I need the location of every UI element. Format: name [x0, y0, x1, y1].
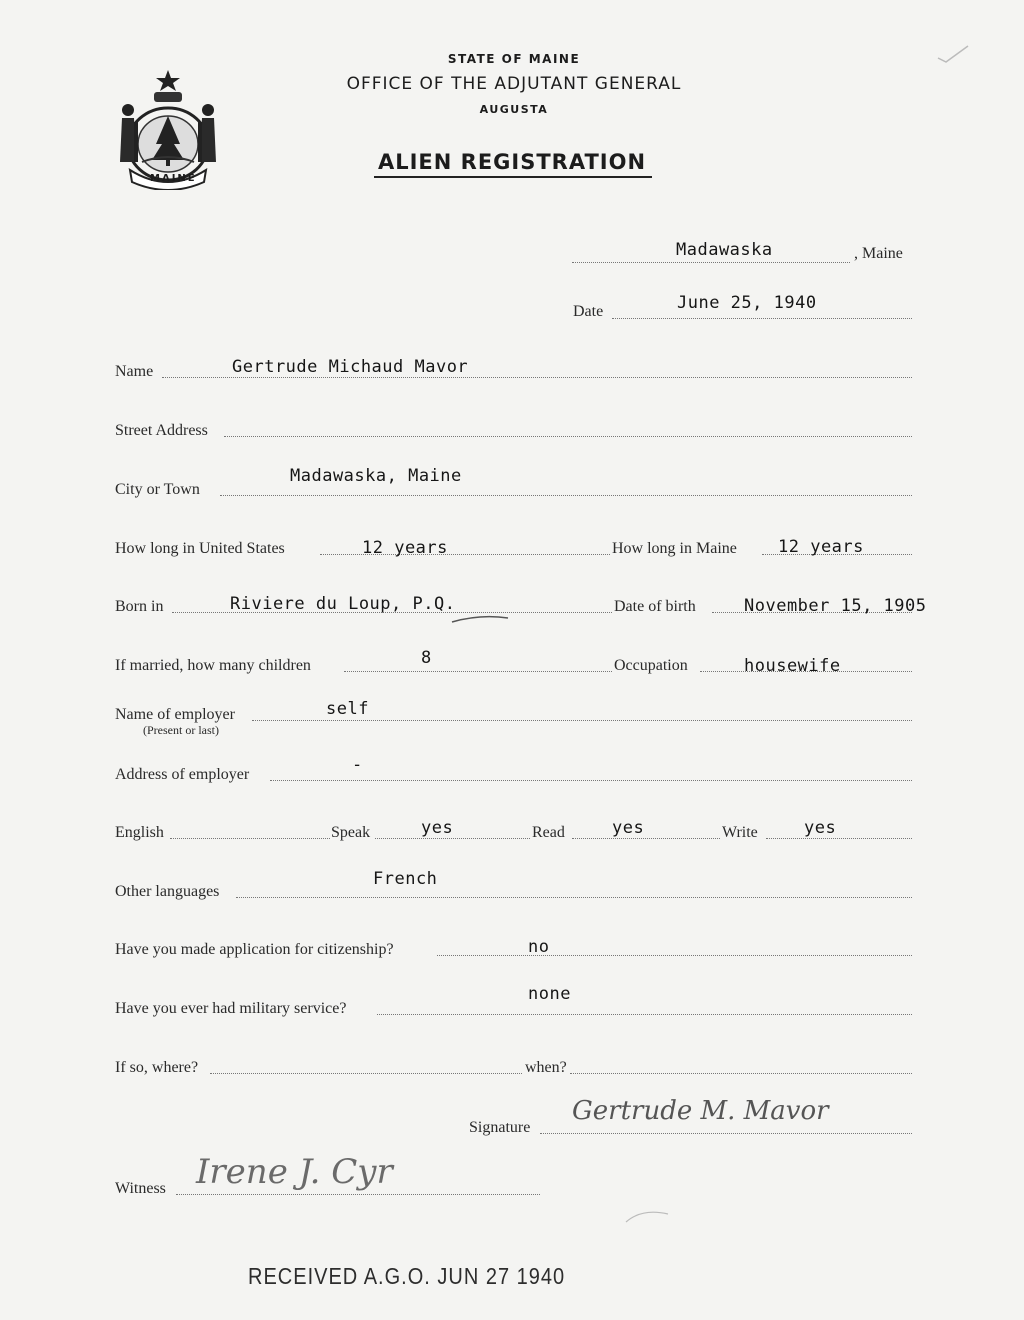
check-mark-icon — [936, 42, 970, 64]
english-line — [170, 838, 330, 839]
stray-pen-mark — [622, 1204, 672, 1228]
title-underline — [374, 176, 652, 178]
speak-label: Speak — [331, 824, 371, 841]
header-office: OFFICE OF THE ADJUTANT GENERAL — [346, 74, 682, 94]
write-label: Write — [722, 824, 758, 841]
when-label: when? — [525, 1059, 567, 1076]
street-address-line — [224, 436, 912, 437]
employer-value: self — [326, 699, 369, 719]
employer-address-label: Address of employer — [115, 766, 250, 783]
date-value: June 25, 1940 — [677, 293, 817, 313]
name-label: Name — [115, 363, 154, 380]
employer-address-value: - — [352, 755, 363, 775]
how-long-maine-label: How long in Maine — [612, 540, 737, 557]
signature-value: Gertrude M. Mavor — [572, 1096, 829, 1126]
page-title: ALIEN REGISTRATION — [377, 150, 647, 174]
city-line — [220, 495, 912, 496]
employer-label: Name of employer — [115, 706, 235, 723]
how-long-us-value: 12 years — [362, 538, 448, 558]
date-label: Date — [573, 303, 604, 320]
citizenship-line — [437, 955, 912, 956]
name-line — [162, 377, 912, 378]
military-line — [377, 1014, 912, 1015]
date-of-birth-value: November 15, 1905 — [744, 596, 927, 616]
children-label: If married, how many children — [115, 657, 311, 674]
employer-sublabel: (Present or last) — [143, 723, 219, 737]
read-label: Read — [532, 824, 565, 841]
citizenship-value: no — [528, 937, 550, 957]
header-state: STATE OF MAINE — [447, 52, 581, 66]
date-of-birth-label: Date of birth — [614, 598, 696, 615]
write-value: yes — [804, 818, 837, 838]
when-line — [570, 1073, 912, 1074]
speak-line — [375, 838, 530, 839]
born-in-label: Born in — [115, 598, 164, 615]
employer-address-line — [270, 780, 912, 781]
town-line — [572, 262, 850, 263]
english-label: English — [115, 824, 164, 841]
witness-line — [176, 1194, 540, 1195]
received-stamp: RECEIVED A.G.O. JUN 27 1940 — [248, 1264, 566, 1290]
how-long-maine-value: 12 years — [778, 537, 864, 557]
how-long-us-label: How long in United States — [115, 540, 285, 557]
write-line — [766, 838, 912, 839]
signature-label: Signature — [469, 1119, 531, 1136]
date-line — [612, 318, 912, 319]
where-line — [210, 1073, 522, 1074]
citizenship-label: Have you made application for citizenship? — [115, 941, 394, 958]
read-line — [572, 838, 720, 839]
city-value: Madawaska, Maine — [290, 466, 462, 486]
occupation-label: Occupation — [614, 657, 688, 674]
other-languages-label: Other languages — [115, 883, 220, 900]
occupation-value: housewife — [744, 656, 841, 676]
signature-line — [540, 1133, 912, 1134]
header-city: AUGUSTA — [479, 103, 549, 116]
town-value: Madawaska — [676, 240, 773, 260]
children-value: 8 — [421, 648, 432, 668]
witness-label: Witness — [115, 1180, 166, 1197]
other-languages-value: French — [373, 869, 438, 889]
children-line — [344, 671, 612, 672]
military-label: Have you ever had military service? — [115, 1000, 347, 1017]
witness-value: Irene J. Cyr — [196, 1152, 393, 1192]
city-label: City or Town — [115, 481, 200, 498]
read-value: yes — [612, 818, 645, 838]
town-suffix: , Maine — [854, 245, 903, 262]
employer-line — [252, 720, 912, 721]
pen-underline-mark — [450, 612, 510, 626]
military-value: none — [528, 984, 571, 1004]
born-in-value: Riviere du Loup, P.Q. — [230, 594, 456, 614]
street-address-label: Street Address — [115, 422, 208, 439]
where-label: If so, where? — [115, 1059, 199, 1076]
other-languages-line — [236, 897, 912, 898]
speak-value: yes — [421, 818, 454, 838]
seal-label: MAINE — [150, 173, 197, 184]
name-value: Gertrude Michaud Mavor — [232, 357, 469, 377]
